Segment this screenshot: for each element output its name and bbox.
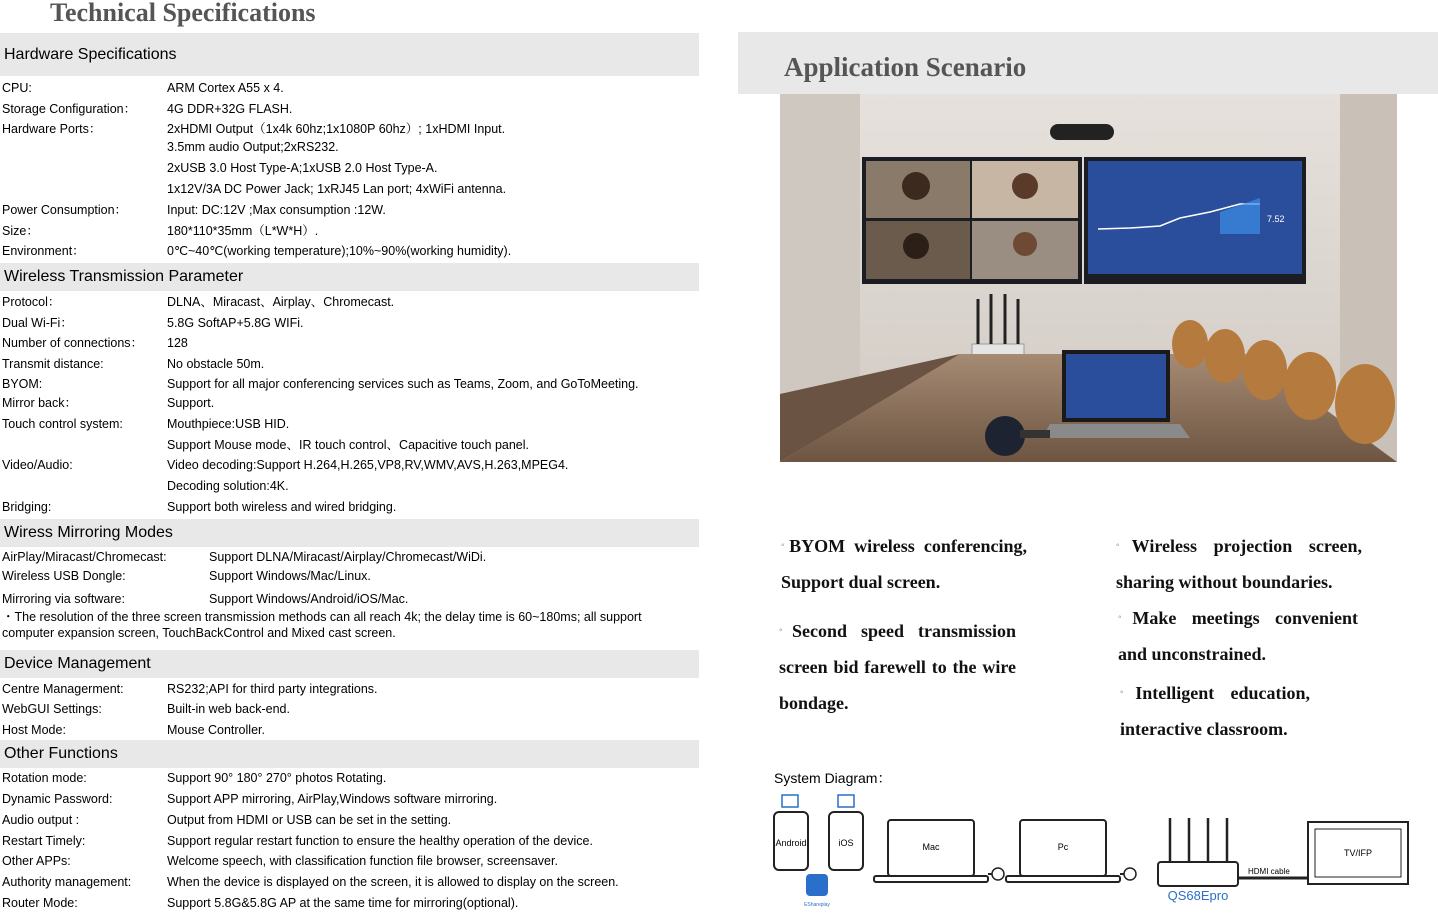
application-title: Application Scenario [784,52,1027,82]
spec-key: Dynamic Password: [2,792,113,806]
spec-key: Restart Timely: [2,834,86,848]
tv-label: TV/IFP [1343,848,1373,858]
spec-value: 128 [167,336,188,350]
spec-value: Support APP mirroring, AirPlay,Windows software mirroring. [167,792,498,806]
bullet-transmission: ◦Second speed transmission screen bid farewell to the wire bondage. [779,621,1017,713]
spec-key: Number of connections： [2,336,144,350]
device-heading: Device Management [0,650,699,678]
spec-key: Audio output : [2,813,80,827]
spec-value: 4G DDR+32G FLASH. [167,102,293,116]
spec-value: Decoding solution:4K. [167,479,289,493]
spec-key: Hardware Ports： [2,122,102,136]
spec-key: Environment： [2,244,85,258]
spec-key: WebGUI Settings: [2,702,102,716]
spec-value: DLNA、Miracast、Airplay、Chromecast. [167,295,395,309]
spec-value: 2xHDMI Output（1x4k 60hz;1x1080P 60hz）; 1xHDMI Input. [167,122,506,136]
spec-key: Mirroring via software: [2,592,125,606]
spec-value: Output from HDMI or USB can be set in the setting. [167,813,452,827]
spec-value: ARM Cortex A55 x 4. [167,81,284,95]
cast-icon [782,795,854,807]
spec-key: Video/Audio: [2,458,73,472]
app-name-label: EShareplay [804,902,830,908]
spec-value: Support 5.8G&5.8G AP at the same time for mirroring(optional). [167,896,519,910]
spec-value: Mouthpiece:USB HID. [167,417,290,431]
bullet-education: ◦Intelligent education, interactive classroom. [1120,683,1310,739]
spec-key: Storage Configuration： [2,102,137,116]
pc-label: Pc [1057,842,1069,852]
system-diagram-label: System Diagram： [774,770,892,786]
spec-value: Support regular restart function to ensure the healthy operation of the device. [167,834,593,848]
spec-key: Dual Wi-Fi： [2,316,73,330]
spec-value: Input: DC:12V ;Max consumption :12W. [167,203,386,217]
spec-key: Size： [2,224,39,238]
router-model-label: QS68Epro [1167,888,1229,903]
spec-value: Built-in web back-end. [167,702,290,716]
hardware-heading: Hardware Specifications [0,33,699,76]
spec-value: Mouse Controller. [167,723,265,737]
spec-value: Support Windows/Mac/Linux. [209,569,371,583]
spec-value: 3.5mm audio Output;2xRS232. [167,140,339,154]
hdmi-cable-label: HDMI cable [1248,867,1290,876]
bullet-meetings: ◦Make meetings convenient and unconstrained. [1118,608,1358,664]
conference-room-photo [780,94,1397,462]
spec-value: No obstacle 50m. [167,357,265,371]
spec-value: Support DLNA/Miracast/Airplay/Chromecast/WiDi. [209,550,487,564]
spec-key: Protocol： [2,295,61,309]
spec-key: Transmit distance: [2,357,104,371]
spec-key: BYOM: [2,377,43,391]
spec-key: Rotation mode: [2,771,87,785]
android-label: Android [775,838,807,848]
spec-key: Wireless USB Dongle: [2,569,126,583]
application-header [738,32,1438,94]
other-heading: Other Functions [0,740,699,768]
spec-key: Centre Managerment: [2,682,124,696]
spec-value: Welcome speech, with classification function file browser, screensaver. [167,854,558,868]
mac-label: Mac [922,842,940,852]
spec-column [0,0,700,911]
page-title: Technical Specifications [50,0,316,27]
spec-value: Support both wireless and wired bridging. [167,500,397,514]
ios-label: iOS [838,838,854,848]
spec-value: Support Mouse mode、IR touch control、Capacitive touch panel. [167,438,529,452]
spec-key: Power Consumption： [2,203,128,217]
spec-value: 5.8G SoftAP+5.8G WIFi. [167,316,304,330]
wireless-heading: Wireless Transmission Parameter [0,263,699,291]
spec-value: Support 90° 180° 270° photos Rotating. [167,771,387,785]
spec-key: AirPlay/Miracast/Chromecast: [2,550,167,564]
photo-chart-value: 7.52 [1267,214,1285,224]
spec-key: Touch control system: [2,417,123,431]
spec-value: RS232;API for third party integrations. [167,682,378,696]
bullet-byom: ◦BYOM wireless conferencing, Support dual screen. [781,536,1028,592]
spec-key: Bridging: [2,500,52,514]
spec-value: 2xUSB 3.0 Host Type-A;1xUSB 2.0 Host Type-A. [167,161,438,175]
spec-key: Authority management: [2,875,132,889]
spec-key: CPU: [2,81,32,95]
mirroring-note: ・The resolution of the three screen transmission methods can all reach 4k; the delay time is 60~180ms; all support computer expansion screen, TouchBackControl and Mixed cast screen. [2,610,642,640]
spec-value: Video decoding:Support H.264,H.265,VP8,RV,WMV,AVS,H.263,MPEG4. [167,458,569,472]
spec-value: 1x12V/3A DC Power Jack; 1xRJ45 Lan port; 4xWiFi antenna. [167,182,507,196]
spec-value: 0℃~40℃(working temperature);10%~90%(working humidity). [167,244,512,258]
spec-value: 180*110*35mm（L*W*H）. [167,224,319,238]
spec-value: When the device is displayed on the screen, it is allowed to display on the screen. [167,875,619,889]
system-diagram [770,790,1438,910]
bullet-projection: ◦Wireless projection screen, sharing without boundaries. [1116,536,1362,592]
mirroring-heading: Wiress Mirroring Modes [0,519,699,547]
spec-key: Other APPs: [2,854,71,868]
spec-key: Router Mode: [2,896,78,910]
spec-key: Mirror back： [2,396,78,410]
spec-value: Support for all major conferencing services such as Teams, Zoom, and GoToMeeting. [167,377,639,391]
eshare-app-icon [806,874,828,896]
spec-value: Support. [167,396,215,410]
spec-key: Host Mode: [2,723,66,737]
spec-value: Support Windows/Android/iOS/Mac. [209,592,409,606]
